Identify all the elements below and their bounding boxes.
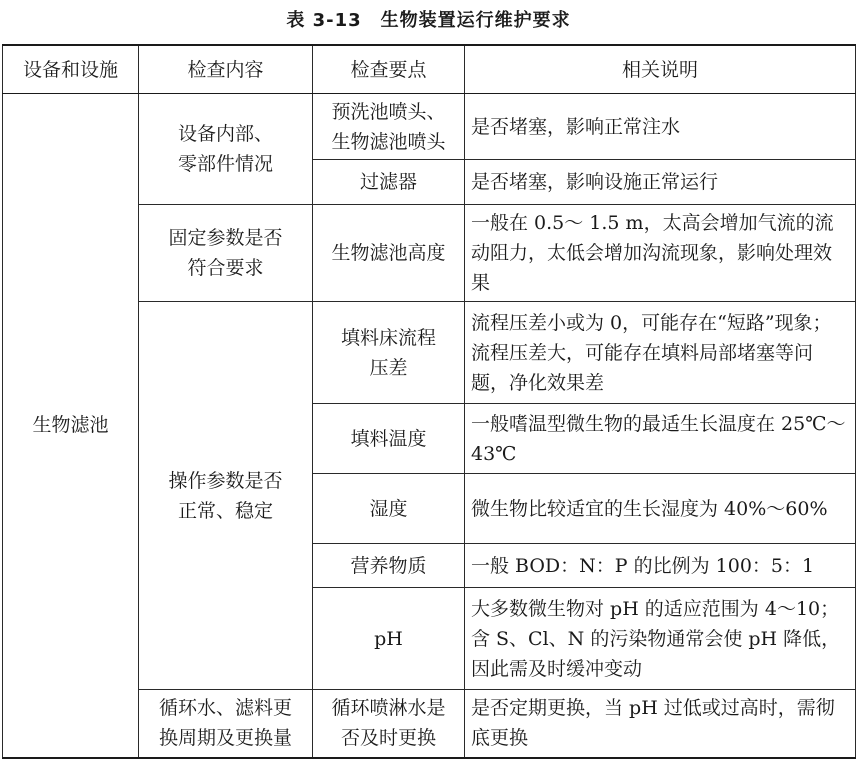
- desc-cell: 是否堵塞，影响设施正常运行: [465, 160, 856, 205]
- desc-cell: 一般 BOD：N：P 的比例为 100：5：1: [465, 544, 856, 588]
- header-points: 检查要点: [313, 45, 465, 94]
- point-cell: 过滤器: [313, 160, 465, 205]
- desc-cell: 是否堵塞，影响正常注水: [465, 94, 856, 160]
- point-cell: 填料床流程 压差: [313, 302, 465, 404]
- maintenance-table: [2, 44, 856, 759]
- content-cell: 设备内部、 零部件情况: [139, 94, 313, 205]
- point-cell: 填料温度: [313, 404, 465, 474]
- point-cell: 预洗池喷头、 生物滤池喷头: [313, 94, 465, 160]
- content-cell: 循环水、滤料更 换周期及更换量: [139, 690, 313, 758]
- desc-cell: 流程压差小或为 0，可能存在“短路”现象；流程压差大，可能存在填料局部堵塞等问题，净化效果差: [465, 302, 856, 404]
- desc-cell: 微生物比较适宜的生长湿度为 40%～60%: [465, 474, 856, 544]
- desc-cell: 大多数微生物对 pH 的适应范围为 4～10；含 S、Cl、N 的污染物通常会使 pH 降低，因此需及时缓冲变动: [465, 588, 856, 690]
- point-cell: 循环喷淋水是 否及时更换: [313, 690, 465, 758]
- desc-cell: 是否定期更换，当 pH 过低或过高时，需彻底更换: [465, 690, 856, 758]
- desc-cell: 一般在 0.5～ 1.5 m，太高会增加气流的流动阻力，太低会增加沟流现象，影响处理效果: [465, 205, 856, 302]
- desc-cell: 一般嗜温型微生物的最适生长温度在 25℃～43℃: [465, 404, 856, 474]
- header-equipment: 设备和设施: [3, 45, 139, 94]
- point-cell: pH: [313, 588, 465, 690]
- content-cell: 操作参数是否 正常、稳定: [139, 302, 313, 690]
- table-row: [3, 94, 856, 160]
- header-content: 检查内容: [139, 45, 313, 94]
- point-cell: 营养物质: [313, 544, 465, 588]
- content-cell: 固定参数是否 符合要求: [139, 205, 313, 302]
- table-header-row: [3, 45, 856, 94]
- point-cell: 生物滤池高度: [313, 205, 465, 302]
- point-cell: 湿度: [313, 474, 465, 544]
- table-title: 表 3-13 生物装置运行维护要求: [286, 10, 571, 31]
- header-notes: 相关说明: [465, 45, 856, 94]
- equipment-cell: 生物滤池: [3, 94, 139, 758]
